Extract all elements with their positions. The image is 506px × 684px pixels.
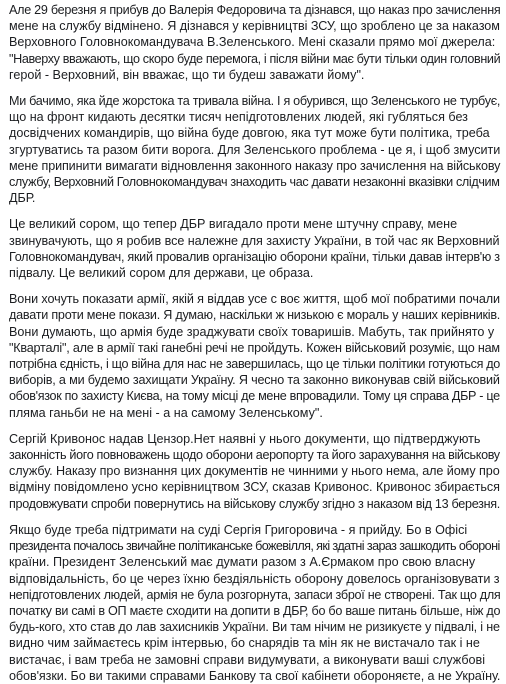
text-line: продовжувати спроби повернутись на військову службу згідно з наказом від 13 березня. <box>9 496 500 511</box>
text-line: непідготовлених людей, армія не була розгорнута, запаси зброї не створені. Так що для <box>9 587 501 602</box>
text-line: президента почалось звичайне політиканське божевілля, які здатні зараз зашкодить обороні <box>9 539 500 554</box>
text-line: що на фронт кидають десятки тисяч непідготовлених людей, які губляться без <box>9 110 468 125</box>
text-line: країни. Президент Зеленський має думати разом з А.Єрмаком про свою власну <box>9 555 476 570</box>
paragraph-5 <box>9 431 500 512</box>
paragraph-2 <box>9 93 500 206</box>
text-line: Сергій Кривонос надав Цензор.Нет наявні у нього документи, що підтверджують <box>9 431 481 446</box>
text-line: Вони хочуть показати армії, якій я віддав усе с воє життя, щоб мої побратими почали <box>9 292 500 307</box>
text-line: герой - Верховний, він вважає, що ти будеш заважати йому". <box>9 67 365 82</box>
text-line: Ми бачимо, яка йде жорстока та тривала війна. І я обурився, що Зеленського не турбує, <box>9 94 501 109</box>
text-line: відповідальність, бо це через їхню бездіяльність оборону довелось організовувати з <box>9 571 500 586</box>
text-line: звинувачують, що я робив все належне для захисту України, в той час як Верховний <box>9 233 500 248</box>
text-line: згуртуватись та разом бити ворога. Для Зеленського проблема - це я, і щоб змусити <box>9 142 501 157</box>
text-line: давати проти мене покази. Я думаю, наскільки ж низькою є мораль у наших керівників. <box>9 308 501 323</box>
paragraph-6 <box>9 522 500 684</box>
text-line: Вони думають, що армія буде зраджувати своїх товаришів. Мабуть, так прийнято у <box>9 324 495 339</box>
text-line: Це великий сором, що тепер ДБР вигадало проти мене штучну справу, мене <box>9 217 458 232</box>
text-line: вистачає, і вам треба не замовні справи видумувати, а виконувати ваші службові <box>9 652 486 667</box>
text-line: Але 29 березня я прибув до Валерія Федоровича та дізнався, що наказ про зачислення <box>9 3 501 17</box>
paragraph-4 <box>9 291 500 421</box>
text-line: службу, Верховний Головнокомандувач знаходить час давати незаконні вказівки слідчим <box>9 175 500 190</box>
text-line: відміну повідомлено усно керівництвом ЗСУ, сказав Кривонос. Кривонос збирається <box>9 480 500 495</box>
text-line: пляма ганьби не на мені - а на самому Зеленському". <box>9 405 323 420</box>
text-line: службу. Наказу про визнання цих документів не чинними у нього нема, але йому про <box>9 464 500 479</box>
text-line: обов'язок по захисту Києва, на тому місці де мене впровадили. Тому ця справа ДБР - це <box>9 389 500 404</box>
text-line: Якщо буде треба підтримати на суді Сергія Григоровича - я прийду. Бо в Офісі <box>9 522 468 537</box>
text-line: мене припинити вимагати відновлення законного наказу про зачислення на військову <box>9 158 501 173</box>
text-line: досвідчених командирів, що війна буде довгою, яка тут може бути політика, треба <box>9 126 490 141</box>
text-line: початку ви самі в ОП маєте сходити на допити в ДБР, бо бо ваше питань більше, ніж до <box>9 603 501 618</box>
text-line: Головнокомандувач, який провалив організацію оборони країни, тільки давав інтерв'ю з <box>9 249 500 264</box>
paragraph-1 <box>9 2 500 83</box>
paragraph-3 <box>9 216 500 281</box>
text-line: мене на службу відмінено. Я дізнався у керівництві ЗСУ, що зроблено це за наказом <box>9 19 500 34</box>
text-line: видно чим займаєтесь крім інтервью, бо снарядів та мін як не вистачало так і не <box>9 636 480 651</box>
text-line: будь-кого, хто став до лав захисників України. Ви там нічим не ризикуєте у підвалі, і не <box>9 620 500 635</box>
text-line: обов'язки. Бо ви такими справами Банкову та свої кабінети обороняєте, а не Україну. <box>9 668 501 683</box>
text-line: Верховного Головнокомандувача В.Зеленського. Мені сказали прямо мої джерела: <box>9 35 496 50</box>
text-line: "Наверху вважають, що скоро буде перемога, і після війни має бути тільки один головний <box>9 51 501 66</box>
text-line: законність його повноважень щодо оборони аеропорту та його зарахування на військову <box>9 448 500 463</box>
text-line: "Кварталі", але в армії такі ганебні речі не пройдуть. Кожен військовий розуміє, що нам <box>9 340 500 355</box>
text-line: потрібна єдність, і що війна для нас не завершилась, що це тільки політики готуються до <box>9 357 500 372</box>
text-line: ДБР. <box>9 191 36 206</box>
text-line: підвалу. Це великий сором для держави, це образа. <box>9 266 314 281</box>
text-line: виборів, а ми будемо захищати Україну. Я чесно та законно виконував свій військовий <box>9 373 500 388</box>
